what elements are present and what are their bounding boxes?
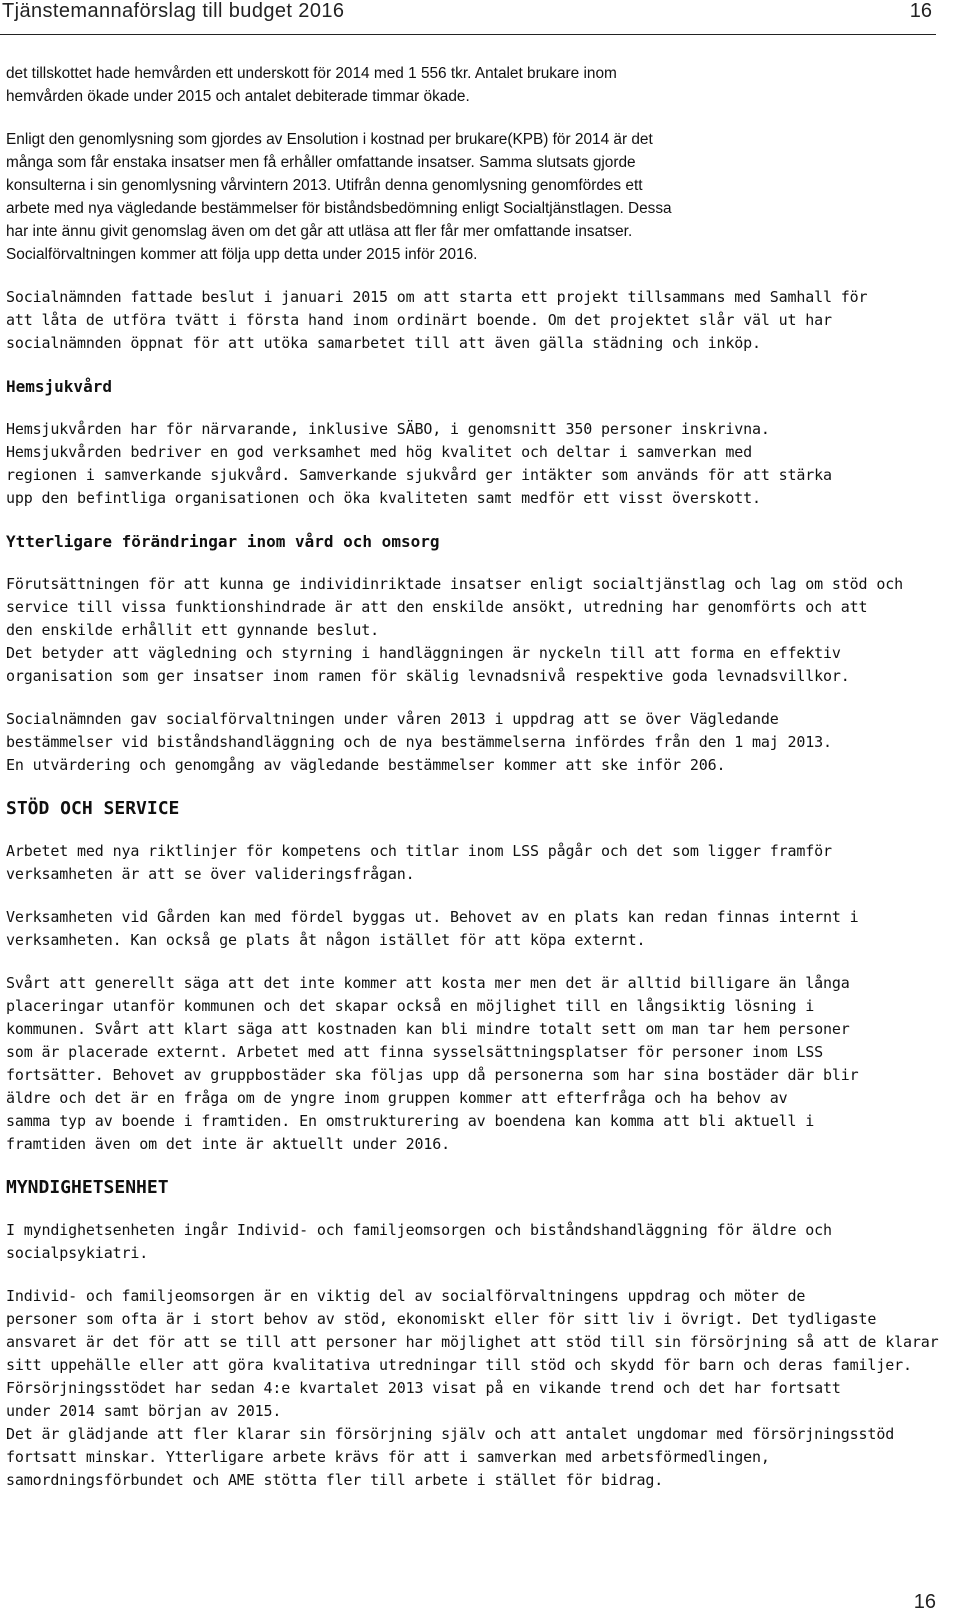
paragraph-hemsjukvard: Hemsjukvården har för närvarande, inklusive SÄBO, i genomsnitt 350 personer inskrivna. Hemsjukvården bedriver en god verksamhet med hög kvalitet och deltar i samverkan med regionen i samverkande sjukvård. Samverkande sjukvård ger intäkter som används för att stärka upp den befintliga organisationen och öka kvaliteten samt medför ett visst överskott. xyxy=(6,420,832,507)
footer-page-number: 16 xyxy=(913,1591,936,1613)
paragraph-individ-familjeomsorg: Individ- och familjeomsorgen är en viktig del av socialförvaltningens uppdrag och möter de personer som ofta är i stort behov av stöd, ekonomiskt eller för sitt liv i övrigt. Det tydligaste ansvaret är det för att se till att personer har möjlighet att stöd till sin försörjning så att de klarar sitt uppehälle eller att göra kvalitativa utredningar till stöd och skydd för barn och deras familjer. Försörjningsstödet har sedan 4:e kvartalet 2013 visat på en vikande trend och det har fortsatt under 2014 samt början av 2015. xyxy=(6,1287,939,1420)
paragraph-hemvarden-underskott: det tillskottet hade hemvården ett underskott för 2014 med 1 556 tkr. Antalet brukare inom hemvården ökade under 2015 och antalet debiterade timmar ökade. xyxy=(6,65,617,105)
paragraph-samhall-projekt: Socialnämnden fattade beslut i januari 2015 om att starta ett projekt tillsammans med Samhall för att låta de utföra tvätt i första hand inom ordinärt boende. Om det projektet slår väl ut har socialnämnden öppnat för att utöka samarbetet till att även gälla städning och inköp. xyxy=(6,288,868,352)
paragraph-riktlinjer-lss: Arbetet med nya riktlinjer för kompetens och titlar inom LSS pågår och det som ligger framför verksamheten är att se över valideringsfrågan. xyxy=(6,842,832,883)
paragraph-myndighetsenheten: I myndighetsenheten ingår Individ- och familjeomsorgen och biståndshandläggning för äldre och socialpsykiatri. xyxy=(6,1221,832,1262)
paragraph-placeringar: Svårt att generellt säga att det inte kommer att kosta mer men det är alltid billigare än långa placeringar utanför kommunen och det skapar också en möjlighet till en långsiktig lösning i kommunen. Svårt att klart säga att kostnaden kan bli mindre totalt sett om man tar hem personer som är placerade externt. Arbetet med att finna sysselsättningsplatser för personer inom LSS fortsätter. Behovet av gruppbostäder ska följas upp då personerna som har sina bostäder där blir äldre och det är en fråga om de yngre inom gruppen kommer att efterfråga och ha behov av samma typ av boende i framtiden. En omstrukturering av boendena kan komma att bli aktuell i framtiden även om det inte är aktuellt under 2016. xyxy=(6,974,859,1153)
heading-myndighetsenhet: MYNDIGHETSENHET xyxy=(6,1177,169,1198)
paragraph-forsorjning: Det är glädjande att fler klarar sin försörjning själv och att antalet ungdomar med försörjningsstöd fortsatt minskar. Ytterligare arbete krävs för att i samverkan med arbetsförmedlingen, samordningsförbundet och AME stötta fler till arbete i stället för bidrag. xyxy=(6,1425,895,1489)
document-body xyxy=(6,62,940,1512)
paragraph-vagledning-styrning: Det betyder att vägledning och styrning i handläggningen är nyckeln till att forma en effektiv organisation som ger insatser inom ramen för skälig levnadsnivå respektive goda levnadsvillkor. xyxy=(6,644,850,685)
document-title: Tjänstemannaförslag till budget 2016 xyxy=(2,0,345,22)
paragraph-genomlysning: Enligt den genomlysning som gjordes av Ensolution i kostnad per brukare(KPB) för 2014 är det många som får enstaka insatser men få erhåller omfattande insatser. Samma slutsats gjorde konsulterna i sin genomlysning vårvintern 2013. Utifrån denna genomlysning genomfördes ett arbete med nya vägledande bestämmelser för biståndsbedömning enligt Socialtjänstlagen. Dessa har inte ännu givit genomslag även om det går att utläsa att fler får mer omfattande insatser. Socialförvaltningen kommer att följa upp detta under 2015 inför 2016. xyxy=(6,131,672,263)
paragraph-garden: Verksamheten vid Gården kan med fördel byggas ut. Behovet av en plats kan redan finnas internt i verksamheten. Kan också ge plats åt någon istället för att köpa externt. xyxy=(6,908,859,949)
heading-stod-och-service: STÖD OCH SERVICE xyxy=(6,798,180,819)
paragraph-vagledande-bestammelser: Socialnämnden gav socialförvaltningen under våren 2013 i uppdrag att se över Vägledande bestämmelser vid biståndshandläggning och de nya bestämmelserna infördes från den 1 maj 2013. En utvärdering och genomgång av vägledande bestämmelser kommer att ske inför 206. xyxy=(6,710,832,774)
heading-hemsjukvard: Hemsjukvård xyxy=(6,377,112,396)
heading-ytterligare-forandringar: Ytterligare förändringar inom vård och omsorg xyxy=(6,532,440,551)
paragraph-forutsattningen: Förutsättningen för att kunna ge individinriktade insatser enligt socialtjänstlag och lag om stöd och service till vissa funktionshindrade är att den enskilde ansökt, utredning har genomförts och att den enskilde erhållit ett gynnande beslut. xyxy=(6,575,903,639)
page-header xyxy=(0,0,936,35)
header-page-number: 16 xyxy=(909,0,932,22)
